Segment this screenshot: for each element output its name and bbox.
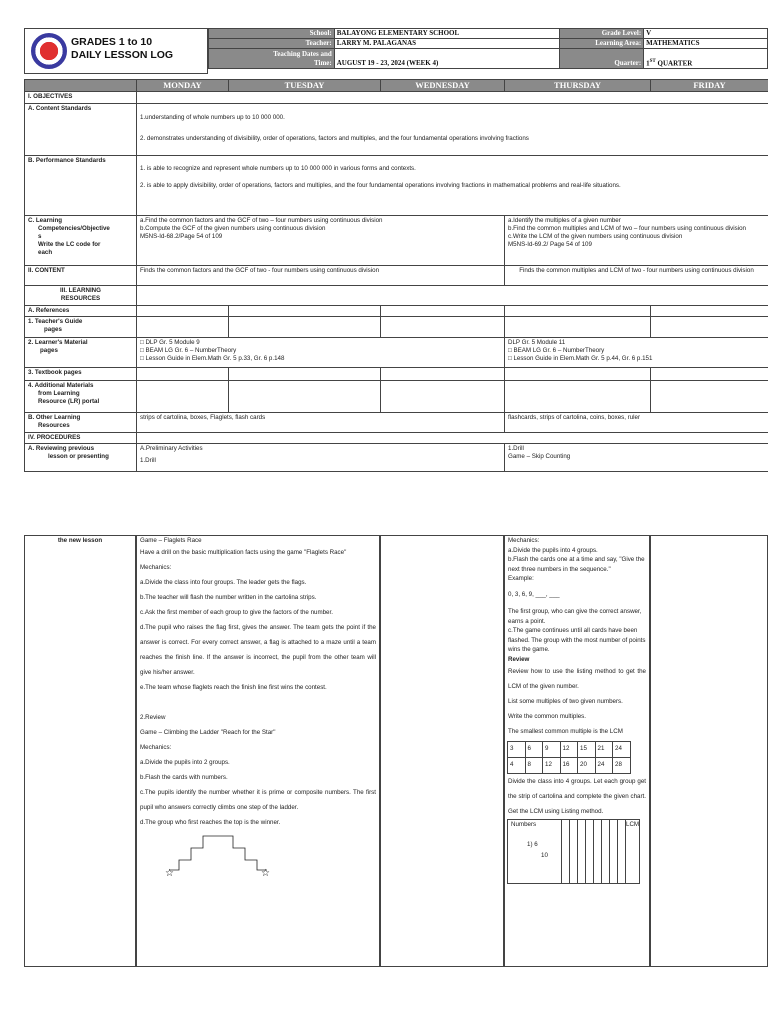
performance-standard-2: 2. is able to apply divisibility, order of operations, factors and multiples, and the four fundamental operations involving fractions in mathematical problems and real-life situations. — [140, 182, 621, 190]
review-monday-cell — [137, 444, 505, 472]
quarter-word: QUARTER — [657, 59, 693, 68]
area-value: MATHEMATICS — [644, 39, 768, 49]
lc-label-c: s — [38, 233, 42, 241]
lc-thu-1: a.Identify the multiples of a given number — [508, 217, 621, 225]
performance-standards-cell — [137, 156, 768, 216]
am-fri — [651, 381, 768, 413]
mult-cell: 3 — [508, 742, 526, 758]
header — [24, 28, 768, 74]
tb-fri — [651, 368, 768, 381]
day-friday: FRIDAY — [651, 80, 768, 92]
p2-mon-3: a.Divide the class into four groups. The leader gets the flags. — [140, 579, 307, 586]
lc-monday-cell — [137, 216, 505, 266]
content-label: II. CONTENT — [25, 266, 137, 286]
mult-cell: 24 — [595, 758, 613, 774]
p2-listing-1: List some multiples of two given numbers. — [508, 698, 623, 705]
rev-mon-2: 1.Drill — [140, 457, 156, 465]
p2-mon-14: d.The group who first reaches the top is the winner. — [140, 819, 281, 826]
p2-thu-1: a.Divide the pupils into 4 groups. — [508, 546, 598, 554]
p2-thu-0: Mechanics: — [508, 537, 540, 544]
dates-label — [209, 49, 335, 69]
p2-mon-6: d.The pupil who raises the flag first, gives the answer. The team gets the point if the answer is correct. For every correct answer, a flag is attached to a maze until a team reaches the finish line. If the answer is incorrect, the pupil from the other team will give his/her answer. — [140, 624, 376, 676]
chart-col — [618, 820, 626, 884]
am-wed — [381, 381, 505, 413]
p2-example: 0, 3, 6, 9, ___, ___ — [508, 590, 560, 598]
p2-mon-0: Game – Flaglets Race — [140, 537, 202, 544]
resources-label-a: III. LEARNING — [60, 287, 101, 295]
area-label: Learning Area: — [560, 39, 644, 49]
mult-cell: 12 — [543, 758, 561, 774]
teachers-guide-label — [25, 317, 137, 338]
tg-tue — [229, 317, 381, 338]
reviewing-label — [25, 444, 137, 472]
review-thursday-cell — [505, 444, 768, 472]
ref-col-1 — [137, 306, 229, 317]
p2-mon-2: Mechanics: — [140, 564, 172, 571]
learners-material-label — [25, 338, 137, 368]
teacher-label: Teacher: — [209, 39, 335, 49]
p2-thursday-cell — [504, 535, 650, 967]
performance-standard-1: 1. is able to recognize and represent whole numbers up to 10 000 000 in various forms and contexts. — [140, 165, 416, 173]
ref-col-4 — [505, 306, 651, 317]
dates-value: AUGUST 19 - 23, 2024 (WEEK 4) — [334, 49, 560, 69]
dates-label-2: Time: — [313, 58, 332, 67]
lm-thursday-cell — [505, 338, 768, 368]
chart-col — [610, 820, 618, 884]
lm-thu-2: □ BEAM LG Gr. 6 – NumberTheory — [508, 347, 605, 355]
olr-label-a: B. Other Learning — [28, 414, 81, 422]
p2-thu-3: Example: — [508, 575, 534, 582]
am-tue — [229, 381, 381, 413]
rev-label-b: lesson or presenting — [48, 453, 109, 461]
p2-mon-5: c.Ask the first member of each group to give the factors of the number. — [140, 609, 333, 616]
tb-mon — [137, 368, 229, 381]
page-2 — [24, 535, 768, 967]
p2-mon-13: c.The pupils identify the number whether it is prime or composite numbers. The first pupil who answers correctly climbs one step of the ladder. — [140, 789, 376, 811]
lc-thu-3: c.Write the LCM of the given numbers using continuous division — [508, 233, 683, 241]
am-thu — [505, 381, 651, 413]
multiples-table — [507, 741, 631, 774]
logo-box — [24, 28, 208, 74]
lm-mon-2: □ BEAM LG Gr. 6 – NumberTheory — [140, 347, 237, 355]
content-standards-label: A. Content Standards — [25, 104, 137, 156]
p2-review: Review — [508, 655, 530, 663]
tg-fri — [651, 317, 768, 338]
chart-col — [578, 820, 586, 884]
resources-label-b: RESOURCES — [60, 295, 101, 303]
p2-mon-1: Have a drill on the basic multiplication facts using the game "Flaglets Race" — [140, 549, 347, 556]
p2-thu-mid-0: The first group, who can give the correct answer, earns a point. — [508, 608, 642, 625]
mult-cell: 4 — [508, 758, 526, 774]
quarter-num: 1 — [646, 59, 650, 68]
chart-lcm-col — [626, 820, 640, 884]
p2-listing-3: The smallest common multiple is the LCM — [508, 728, 623, 735]
chart-col — [562, 820, 570, 884]
lm-monday-cell — [137, 338, 505, 368]
chart-lcm-header: LCM — [626, 821, 640, 828]
svg-text:☆: ☆ — [261, 868, 270, 879]
lc-label-b: Competencies/Objective — [38, 225, 110, 233]
textbook-pages-label: 3. Textbook pages — [25, 368, 137, 381]
mult-cell: 12 — [560, 742, 578, 758]
tb-tue — [229, 368, 381, 381]
lc-mon-1: a.Find the common factors and the GCF of two – four numbers using continuous division — [140, 217, 383, 225]
tg-mon — [137, 317, 229, 338]
tg-thu — [505, 317, 651, 338]
am-label-c: Resource (LR) portal — [38, 398, 100, 406]
p2-mon-12: b.Flash the cards with numbers. — [140, 774, 228, 781]
learning-resources-label — [25, 286, 137, 306]
mult-cell: 16 — [560, 758, 578, 774]
content-standard-1: 1.understanding of whole numbers up to 10 000 000. — [140, 114, 285, 122]
school-label: School: — [209, 29, 335, 39]
p2-thu-2: b.Flash the cards one at a time and say, "Give the next three numbers in the sequence." — [508, 556, 645, 573]
p2-label-cell — [24, 535, 136, 967]
other-resources-label — [25, 413, 137, 433]
ref-col-2 — [229, 306, 381, 317]
lm-label-b: pages — [40, 347, 58, 355]
tb-thu — [505, 368, 651, 381]
header-info-table — [208, 28, 768, 69]
p2-listing-2: Write the common multiples. — [508, 713, 586, 720]
tg-label-a: 1. Teacher's Guide — [28, 318, 83, 326]
p2-thu-mid-1: c.The game continues until all cards have been flashed. The group with the most number of points wins the game. — [508, 627, 646, 653]
svg-text:☆: ☆ — [165, 868, 174, 879]
title-line-2: DAILY LESSON LOG — [71, 49, 174, 61]
day-monday: MONDAY — [137, 80, 229, 92]
rev-label-a: A. Reviewing previous — [28, 445, 95, 453]
chart-col — [586, 820, 594, 884]
lm-thu-1: DLP Gr. 5 Module 11 — [508, 339, 566, 347]
deped-seal-icon — [31, 33, 67, 69]
rev-thu-2: Game – Skip Counting — [508, 453, 571, 461]
mult-cell: 28 — [613, 758, 631, 774]
learning-resources-cell — [137, 286, 768, 306]
olr-monday: strips of cartolina, boxes, Flaglets, flash cards — [137, 413, 505, 433]
tg-label-b: pages — [44, 326, 62, 334]
olr-thursday: flashcards, strips of cartolina, coins, boxes, ruler — [505, 413, 768, 433]
lc-mon-2: b.Compute the GCF of the given numbers using continuous division — [140, 225, 326, 233]
mult-cell: 15 — [578, 742, 596, 758]
lc-label-a: C. Learning — [28, 217, 63, 225]
performance-standards-label: B. Performance Standards — [25, 156, 137, 216]
ref-col-3 — [381, 306, 505, 317]
lc-label-e: each — [38, 249, 53, 257]
objectives-cell — [137, 92, 768, 104]
chart-item-2: 10 — [541, 852, 548, 860]
chart-col — [570, 820, 578, 884]
p2-mon-8: 2.Review — [140, 714, 166, 721]
p2-mon-7: e.The team whose flaglets reach the finish line first wins the contest. — [140, 684, 327, 691]
grade-value: V — [644, 29, 768, 39]
olr-label-b: Resources — [38, 422, 70, 430]
tb-wed — [381, 368, 505, 381]
content-monday: Finds the common factors and the GCF of two - four numbers using continuous division — [137, 266, 505, 286]
objectives-heading: I. OBJECTIVES — [25, 92, 137, 104]
additional-materials-label — [25, 381, 137, 413]
lcm-chart — [507, 819, 640, 884]
day-wednesday: WEDNESDAY — [381, 80, 505, 92]
lc-thursday-cell — [505, 216, 768, 266]
p2-label: the new lesson — [57, 537, 103, 544]
rev-thu-1: 1.Drill — [508, 445, 524, 453]
chart-numbers-col — [508, 820, 562, 884]
mult-cell: 8 — [525, 758, 543, 774]
learning-competencies-label — [25, 216, 137, 266]
procedures-cell — [137, 433, 768, 444]
lc-mon-3: M5NS-Id-68.2/Page 54 of 109 — [140, 233, 223, 241]
am-mon — [137, 381, 229, 413]
p2-mon-9: Game – Climbing the Ladder "Reach for the Star" — [140, 729, 276, 736]
quarter-label: Quarter: — [560, 49, 644, 69]
day-tuesday: TUESDAY — [229, 80, 381, 92]
references-label: A. References — [25, 306, 137, 317]
day-thursday: THURSDAY — [505, 80, 651, 92]
dates-label-1: Teaching Dates and — [273, 49, 332, 58]
title-line-1: GRADES 1 to 10 — [71, 36, 153, 48]
lc-label-d: Write the LC code for — [38, 241, 101, 249]
lm-label-a: 2. Learner's Material — [28, 339, 88, 347]
p2-mon-4: b.The teacher will flash the number written in the cartolina strips. — [140, 594, 317, 601]
am-label-b: from Learning — [38, 390, 80, 398]
quarter-value — [644, 49, 768, 69]
teacher-value: LARRY M. PALAGANAS — [334, 39, 560, 49]
mult-cell: 9 — [543, 742, 561, 758]
rev-mon-1: A.Preliminary Activities — [140, 445, 203, 453]
content-thursday: Finds the common multiples and LCM of two - four numbers using continuous division — [505, 266, 768, 286]
mult-cell: 21 — [595, 742, 613, 758]
ref-col-5 — [651, 306, 768, 317]
grade-label: Grade Level: — [560, 29, 644, 39]
lm-mon-3: □ Lesson Guide in Elem.Math Gr. 5 p.33, Gr. 6 p.148 — [140, 355, 285, 363]
tg-wed — [381, 317, 505, 338]
school-value: BALAYONG ELEMENTARY SCHOOL — [334, 29, 560, 39]
mult-cell: 20 — [578, 758, 596, 774]
ladder-illustration-icon — [159, 830, 289, 880]
mult-cell: 24 — [613, 742, 631, 758]
p2-mon-10: Mechanics: — [140, 744, 172, 751]
chart-col — [602, 820, 610, 884]
lc-thu-4: M5NS-Id-69.2/ Page 54 of 109 — [508, 241, 592, 249]
quarter-sup: ST — [649, 58, 656, 64]
procedures-heading: IV. PROCEDURES — [25, 433, 137, 444]
corner-cell — [25, 80, 137, 92]
am-label-a: 4. Additional Materials — [28, 382, 94, 390]
content-standards-cell — [137, 104, 768, 156]
p2-monday-cell — [136, 535, 380, 967]
lc-thu-2: b.Find the common multiples and LCM of two – four numbers using continuous division — [508, 225, 746, 233]
lm-mon-1: □ DLP Gr. 5 Module 9 — [140, 339, 200, 347]
chart-item-1: 1) 6 — [527, 841, 538, 849]
mult-cell: 6 — [525, 742, 543, 758]
p2-friday-cell — [650, 535, 768, 967]
p2-wednesday-cell — [380, 535, 504, 967]
p2-mon-11: a.Divide the pupils into 2 groups. — [140, 759, 230, 766]
p2-listing-0: Review how to use the listing method to get the LCM of the given number. — [508, 668, 646, 690]
chart-numbers-header: Numbers — [511, 821, 537, 828]
lm-thu-3: □ Lesson Guide in Elem.Math Gr. 5 p.44, Gr. 6 p.151 — [508, 355, 653, 363]
lesson-log-table — [24, 79, 768, 472]
content-standard-2: 2. demonstrates understanding of divisibility, order of operations, factors and multiples, and the four fundamental operations involving fractions — [140, 135, 529, 143]
p2-group-instructions: Divide the class into 4 groups. Let each group get the strip of cartolina and complete the given chart. Get the LCM using Listing method. — [508, 778, 646, 815]
chart-col — [594, 820, 602, 884]
